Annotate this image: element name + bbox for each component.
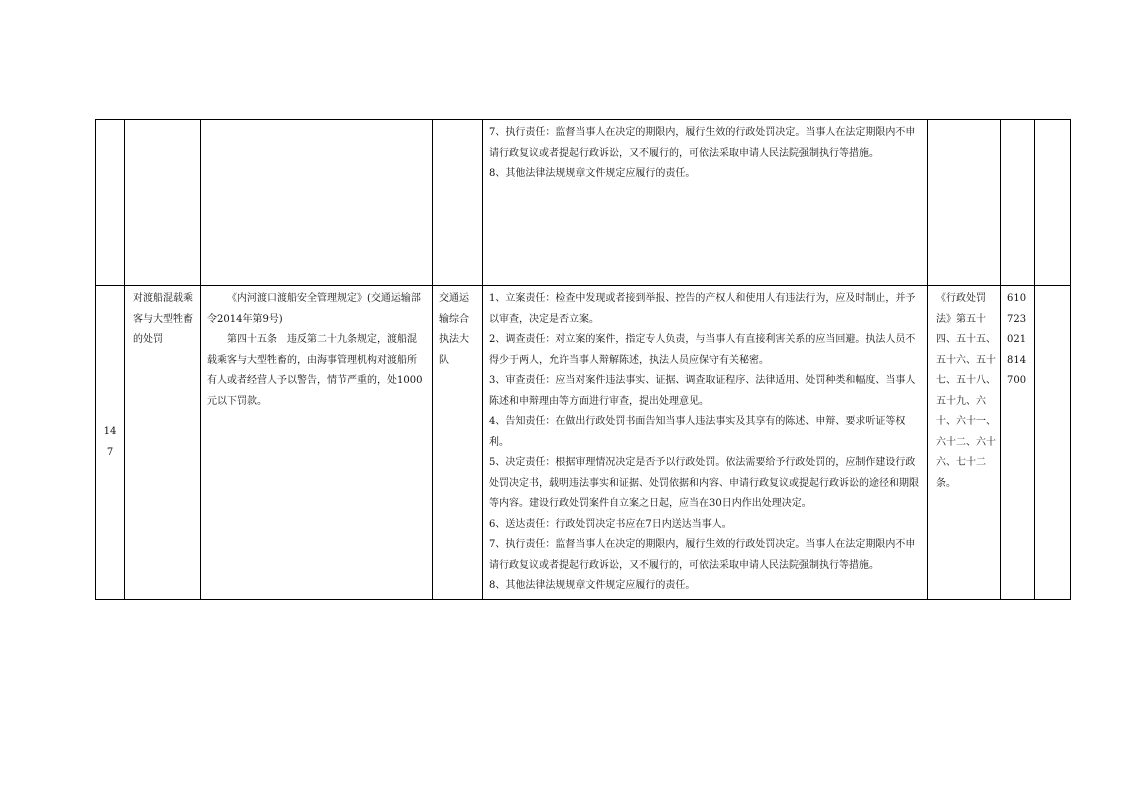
duty-basis-cell	[928, 286, 1001, 600]
duty-list	[483, 120, 927, 185]
remark-cell	[1035, 286, 1071, 600]
remark-cell	[1035, 120, 1071, 286]
duty-item: 7、执行责任：监督当事人在决定的期限内，履行生效的行政处罚决定。当事人在法定期限内不申请行政复议或者提起行政诉讼，又不履行的，可依法采取申请人民法院强制执行等措施。	[489, 127, 916, 159]
item-name: 对渡船混载乘客与大型牲畜的处罚	[133, 293, 193, 345]
executing-body: 交通运输综合执法大队	[439, 293, 469, 366]
duty-item: 5、决定责任：根据审理情况决定是否予以行政处罚。依法需要给予行政处罚的，应制作建设行政处罚决定书，载明违法事实和证据、处罚依据和内容、申请行政复议或提起行政诉讼的途径和期限等内容。建设行政处罚案件自立案之日起，应当在30日内作出处理决定。	[489, 457, 919, 509]
basis-article: 第四十五条 违反第二十九条规定，渡船混载乘客与大型牲畜的，由海事管理机构对渡船所有人或者经营人予以警告，情节严重的，处1000元以下罚款。	[207, 334, 423, 407]
duty-item: 3、审查责任：应当对案件违法事实、证据、调查取证程序、法律适用、处罚种类和幅度、当事人陈述和申辩理由等方面进行审查，提出处理意见。	[489, 375, 916, 407]
duty-item: 6、送达责任：行政处罚决定书应在7日内送达当事人。	[489, 518, 732, 530]
duty-item: 8、其他法律法规规章文件规定应履行的责任。	[489, 580, 696, 591]
item-name-cell	[125, 120, 201, 286]
duty-basis-cell	[928, 120, 1001, 286]
basis-cell	[201, 120, 433, 286]
table-row	[96, 286, 1071, 600]
duty-cell	[483, 120, 928, 286]
basis-title: 《内河渡口渡船安全管理规定》(交通运输部令2014年第9号)	[207, 293, 421, 325]
responsibility-table	[95, 119, 1071, 600]
basis-cell	[201, 286, 433, 600]
table-row-continued	[96, 120, 1071, 286]
item-name-cell	[125, 286, 201, 600]
number-cell	[96, 120, 125, 286]
duty-cell	[483, 286, 928, 600]
duty-list	[483, 286, 927, 597]
remark	[1035, 286, 1070, 289]
code-cell	[1001, 120, 1035, 286]
duty-item: 1、立案责任：检查中发现或者接到举报、控告的产权人和使用人有违法行为，应及时制止，并予以审查，决定是否立案。	[489, 293, 916, 325]
duty-basis: 《行政处罚法》第五十四、五十五、五十六、五十七、五十八、五十九、六十、六十一、六十二、六十六、七十二条。	[936, 293, 996, 489]
duty-item: 4、告知责任：在做出行政处罚书面告知当事人违法事实及其享有的陈述、申辩、要求听证等权利。	[489, 416, 906, 448]
item-code: 610 723 021 814 700	[1007, 293, 1027, 386]
executing-body-cell	[433, 120, 483, 286]
executing-body-cell	[433, 286, 483, 600]
code-cell	[1001, 286, 1035, 600]
duty-item: 7、执行责任：监督当事人在决定的期限内，履行生效的行政处罚决定。当事人在法定期限内不申请行政复议或者提起行政诉讼，又不履行的，可依法采取申请人民法院强制执行等措施。	[489, 539, 916, 571]
item-number: 14 7	[96, 286, 125, 600]
duty-item: 8、其他法律法规规章文件规定应履行的责任。	[489, 168, 696, 179]
duty-item: 2、调查责任：对立案的案件，指定专人负责，与当事人有直接利害关系的应当回避。执法人员不得少于两人，允许当事人辩解陈述，执法人员应保守有关秘密。	[489, 334, 916, 366]
